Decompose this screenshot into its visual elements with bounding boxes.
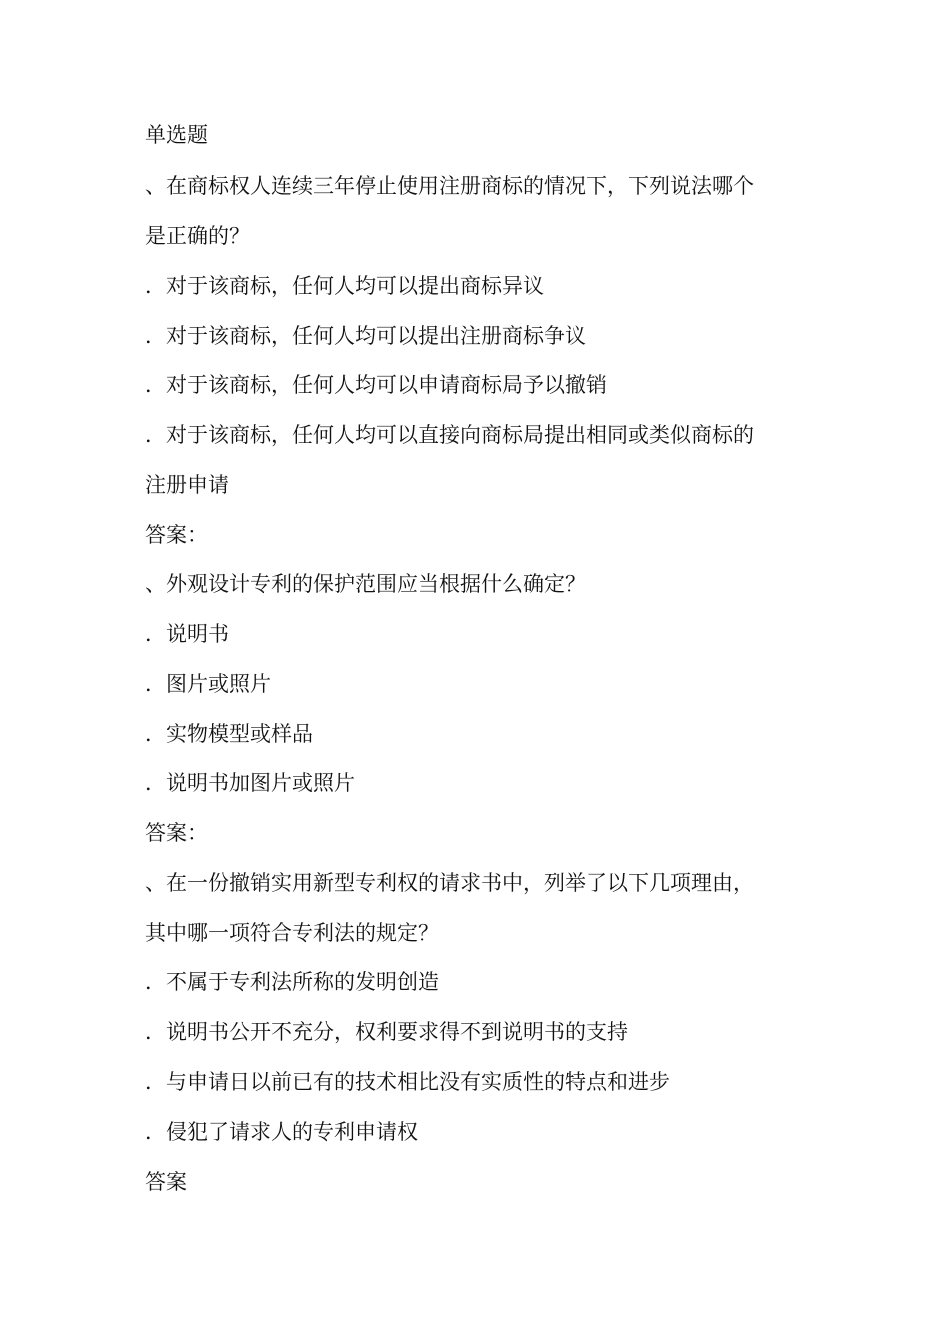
question-3-option-d: ．侵犯了请求人的专利申请权 bbox=[145, 1120, 418, 1144]
question-3-answer-label: 答案 bbox=[145, 1170, 187, 1194]
question-1-stem-line-1: 、在商标权人连续三年停止使用注册商标的情况下，下列说法哪个 bbox=[145, 174, 754, 198]
question-1-option-a: ．对于该商标，任何人均可以提出商标异议 bbox=[145, 274, 544, 298]
question-2-option-c: ．实物模型或样品 bbox=[145, 722, 313, 746]
question-1-option-b: ．对于该商标，任何人均可以提出注册商标争议 bbox=[145, 324, 586, 348]
question-2-answer-label: 答案： bbox=[145, 821, 208, 845]
question-2-option-a: ．说明书 bbox=[145, 622, 229, 646]
question-3-stem-line-1: 、在一份撤销实用新型专利权的请求书中，列举了以下几项理由， bbox=[145, 871, 754, 895]
question-1-stem-line-2: 是正确的？ bbox=[145, 224, 250, 248]
question-2-option-b: ．图片或照片 bbox=[145, 672, 271, 696]
section-title: 单选题 bbox=[145, 123, 208, 147]
question-1-option-d-continuation: 注册申请 bbox=[145, 473, 229, 497]
question-3-option-c: ．与申请日以前已有的技术相比没有实质性的特点和进步 bbox=[145, 1070, 670, 1094]
question-1-option-d: ．对于该商标，任何人均可以直接向商标局提出相同或类似商标的 bbox=[145, 423, 754, 447]
question-3-stem-line-2: 其中哪一项符合专利法的规定？ bbox=[145, 921, 439, 945]
question-3-option-b: ．说明书公开不充分，权利要求得不到说明书的支持 bbox=[145, 1020, 628, 1044]
question-1-option-c: ．对于该商标，任何人均可以申请商标局予以撤销 bbox=[145, 373, 607, 397]
question-2-option-d: ．说明书加图片或照片 bbox=[145, 771, 355, 795]
question-3-option-a: ．不属于专利法所称的发明创造 bbox=[145, 970, 439, 994]
question-2-stem-line-1: 、外观设计专利的保护范围应当根据什么确定？ bbox=[145, 572, 586, 596]
question-1-answer-label: 答案： bbox=[145, 523, 208, 547]
